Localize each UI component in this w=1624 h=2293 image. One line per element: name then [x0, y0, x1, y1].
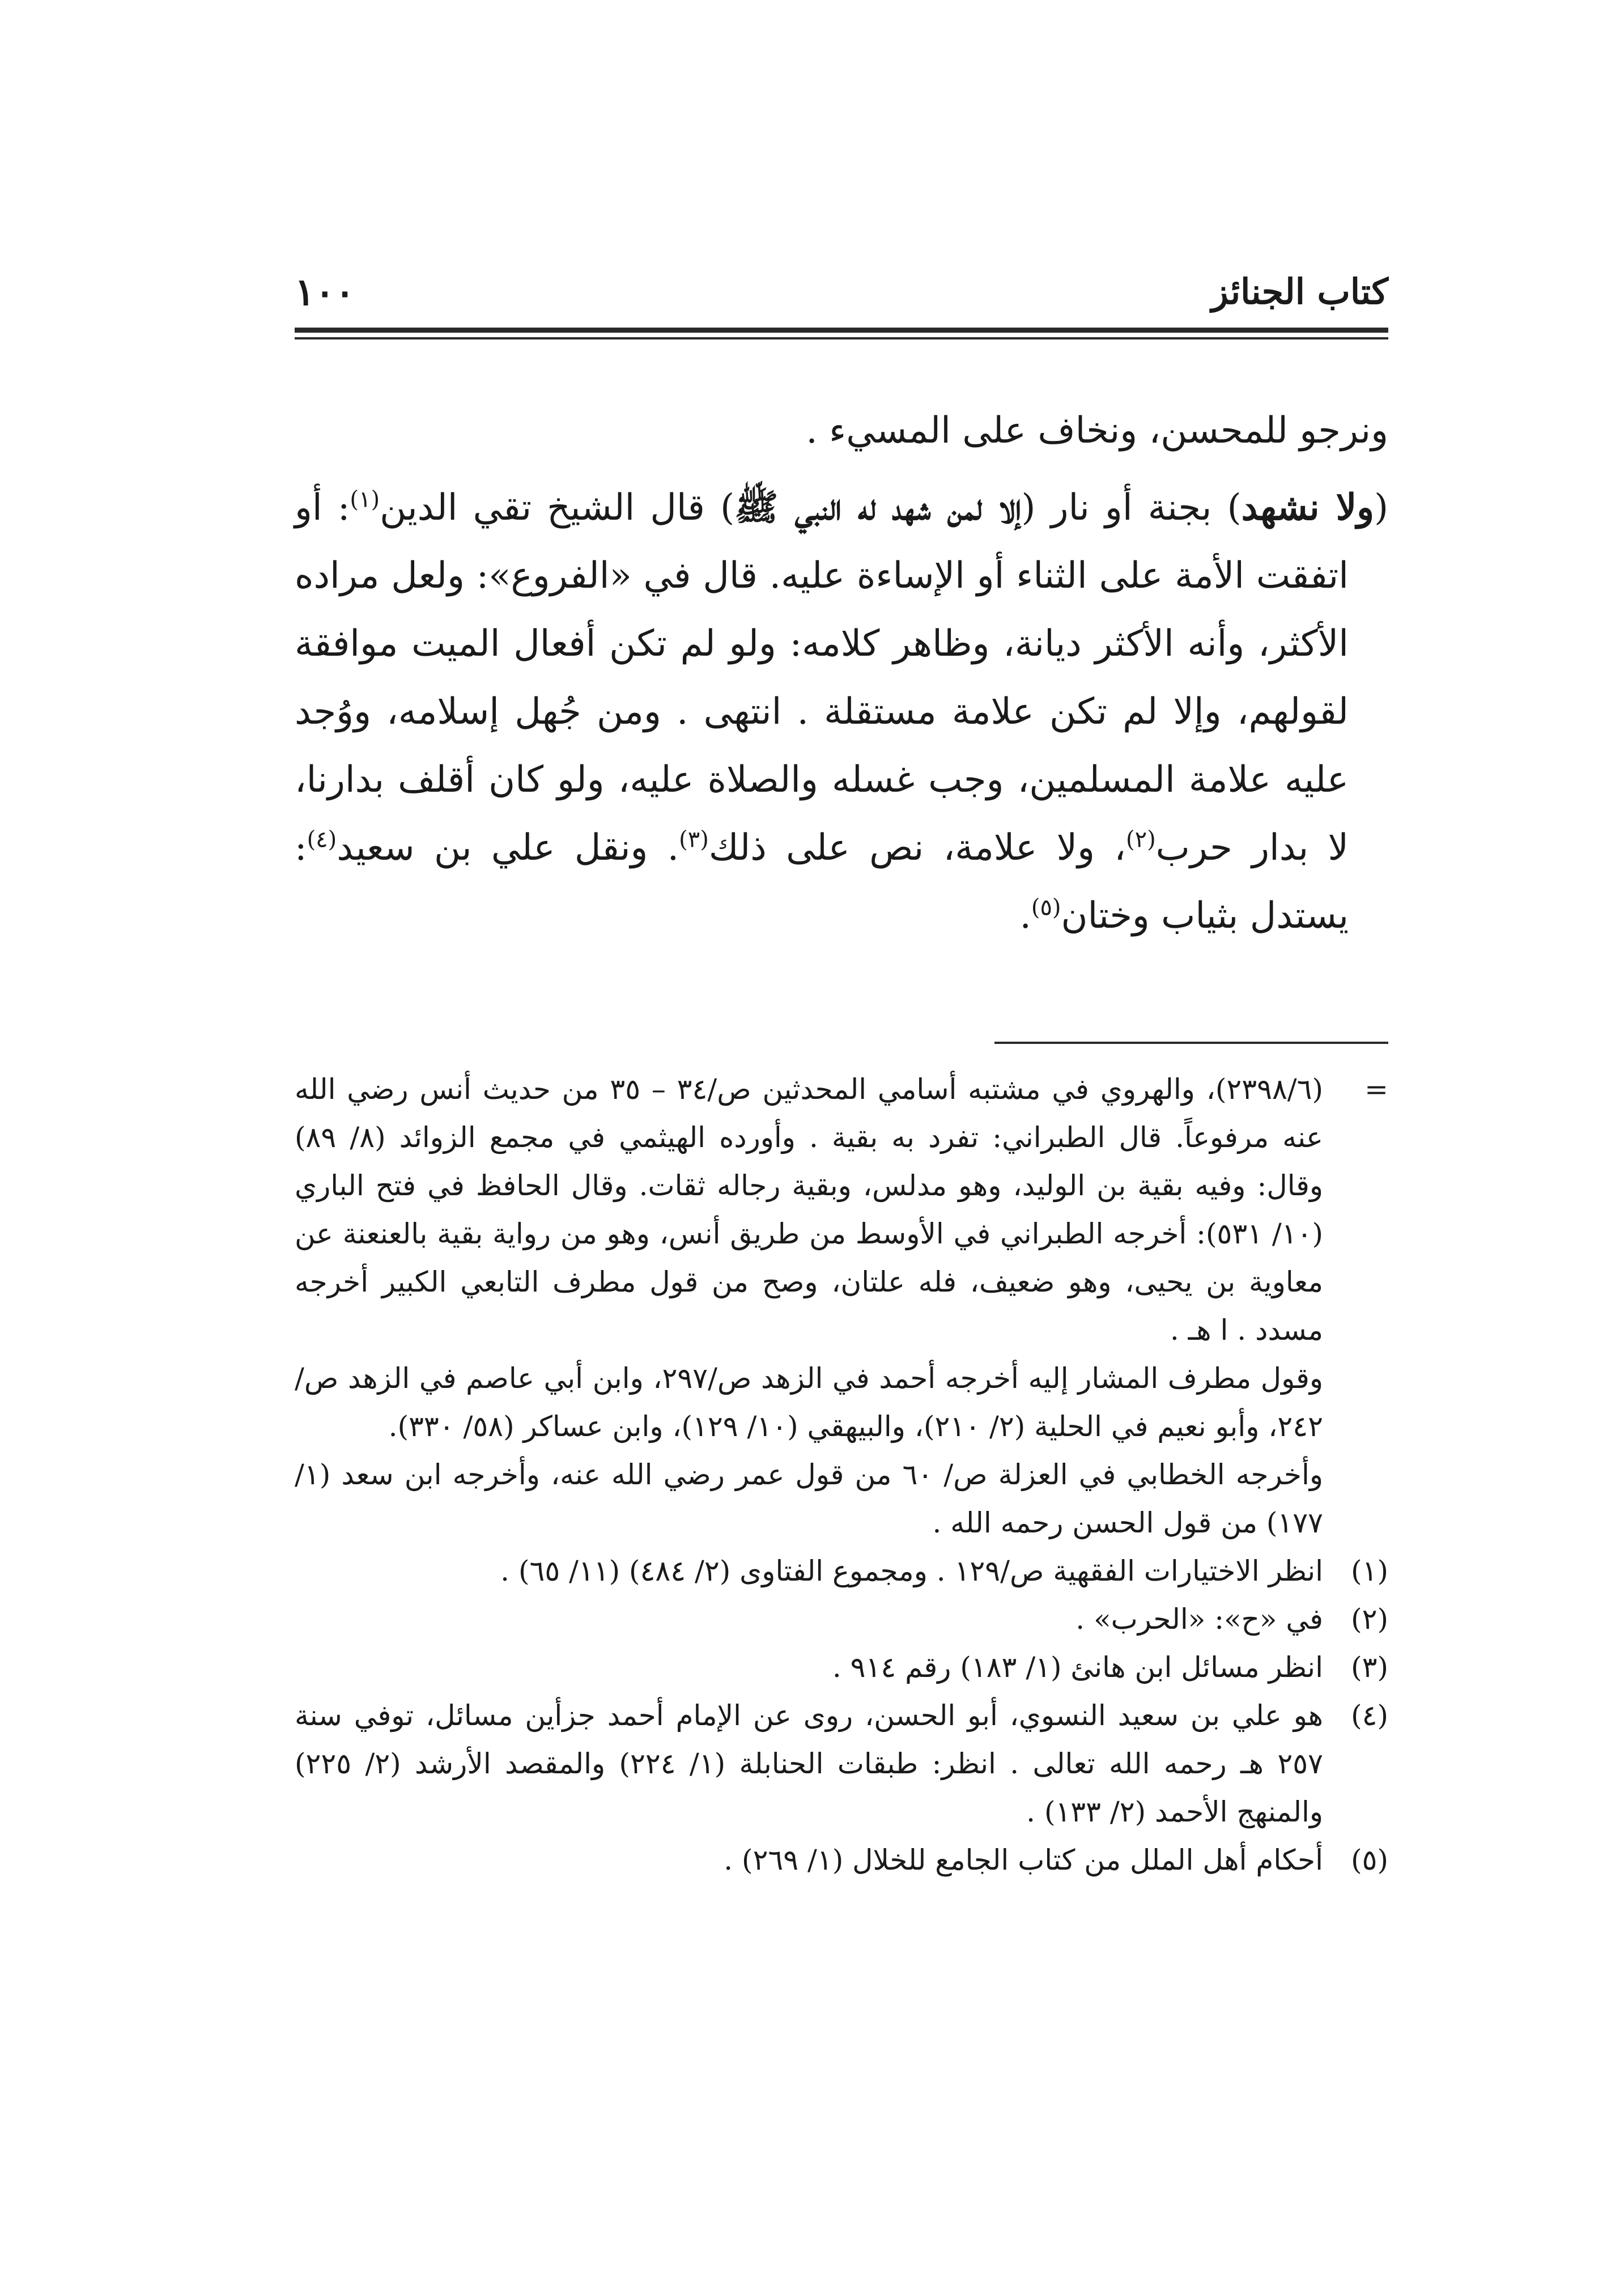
continuation-text-1: (٢٣٩٨/٦)، والهروي في مشتبه أسامي المحدثين ص/٣٤ – ٣٥ من حديث أنس رضي الله عنه مرفوعاً. قال الطبراني: تفرد به بقية . وأورده الهيثمي في مجمع الزوائد (٨/ ٨٩) وقال: وفيه بقية بن الوليد، وهو مدلس، وبقية رجاله ثقات. وقال الحافظ في فتح الباري (١٠/ ٥٣١): أخرجه الطبراني في الأوسط من طريق أنس، وهو من رواية بقية بالعنعنة عن معاوية بن يحيى، وهو ضعيف، فله علتان، وصح من قول مطرف التابعي الكبير أخرجه مسدد . ا هـ . [295, 1073, 1324, 1347]
footnote-text: هو علي بن سعيد النسوي، أبو الحسن، روى عن الإمام أحمد جزأين مسائل، توفي سنة ٢٥٧ هـ رحمه الله تعالى . انظر: طبقات الحنابلة (١/ ٢٢٤) والمقصد الأرشد (٢/ ٢٢٥) والمنهج الأحمد (٢/ ١٣٣) . [295, 1699, 1323, 1828]
footnote-4 [295, 1692, 1388, 1836]
bold-phrase-illa-liman: إلا لمن شهد له النبي ﷺ [734, 486, 1022, 529]
footnote-text: انظر مسائل ابن هانئ (١/ ١٨٣) رقم ٩١٤ . [832, 1651, 1323, 1684]
footnote-ref-5: (٥) [1031, 894, 1061, 921]
main-text [295, 397, 1388, 950]
footnote-separator [994, 1042, 1388, 1044]
footnote-marker: (١) [1351, 1555, 1388, 1587]
footnote-text: انظر الاختيارات الفقهية ص/١٢٩ . ومجموع الفتاوى (٢/ ٤٨٤) (١١/ ٦٥) . [500, 1555, 1323, 1587]
footnote-marker: (٤) [1351, 1699, 1388, 1732]
header-rule-thin [295, 337, 1388, 339]
footnote-text: في «ح»: «الحرب» . [1075, 1603, 1323, 1636]
footnote-1 [295, 1547, 1388, 1595]
continuation-marker: = [1364, 1073, 1388, 1106]
footnotes [295, 1065, 1388, 1884]
footnote-ref-4: (٤) [307, 826, 337, 853]
footnote-continuation [295, 1065, 1388, 1547]
continuation-text-2: وقول مطرف المشار إليه أخرجه أحمد في الزهد ص/٢٩٧، وابن أبي عاصم في الزهد ص/٢٤٢، وأبو نعيم في الحلية (٢/ ٢١٠)، والبيهقي (١٠/ ١٢٩)، وابن عساكر (٥٨/ ٣٣٠). [295, 1362, 1324, 1443]
footnote-marker: (٢) [1351, 1603, 1388, 1636]
footnote-2 [295, 1595, 1388, 1644]
header-rule-thick [295, 328, 1388, 333]
footnote-5 [295, 1836, 1388, 1884]
footnote-ref-3: (٣) [679, 826, 709, 853]
footnote-text: أحكام أهل الملل من كتاب الجامع للخلال (١/ ٢٦٩) . [724, 1844, 1323, 1876]
page-header [295, 269, 1388, 315]
footnote-ref-2: (٢) [1125, 826, 1156, 853]
footnote-ref-1: (١) [350, 486, 380, 513]
footnote-marker: (٥) [1351, 1844, 1388, 1876]
running-title: كتاب الجنائز [1211, 271, 1388, 312]
footnote-marker: (٣) [1351, 1651, 1388, 1684]
footnote-3 [295, 1644, 1388, 1692]
paragraph-1: ونرجو للمحسن، ونخاف على المسيء . [806, 410, 1388, 452]
paragraph-2: (ولا نشهد) بجنة أو نار (إلا لمن شهد له النبي ﷺ) قال الشيخ تقي الدين$^{(١)}$: أو اتفقت الأمة على الثناء أو الإساءة عليه. قال في «الفروع»: ولعل مراده الأكثر، وأنه الأكثر ديانة، وظاهر كلامه: ولو لم تكن أفعال الميت موافقة لقولهم، وإلا لم تكن علامة مستقلة . انتهى . ومن جُهل إسلامه، ووُجد عليه علامة المسلمين، وجب غسله والصلاة عليه، ولو كان أقلف بدارنا، لا بدار حرب$^{(٢)}$، ولا علامة، نص على ذلك$^{(٣)}$. ونقل علي بن سعيد$^{(٤)}$: يستدل بثياب وختان$^{(٥)}$. [295, 486, 1389, 937]
page-number: ١٠٠ [295, 270, 355, 314]
bold-phrase-la-nashhad: ولا نشهد [1241, 486, 1375, 529]
continuation-text-3: وأخرجه الخطابي في العزلة ص/ ٦٠ من قول عمر رضي الله عنه، وأخرجه ابن سعد (١/ ١٧٧) من قول الحسن رحمه الله . [295, 1458, 1323, 1539]
